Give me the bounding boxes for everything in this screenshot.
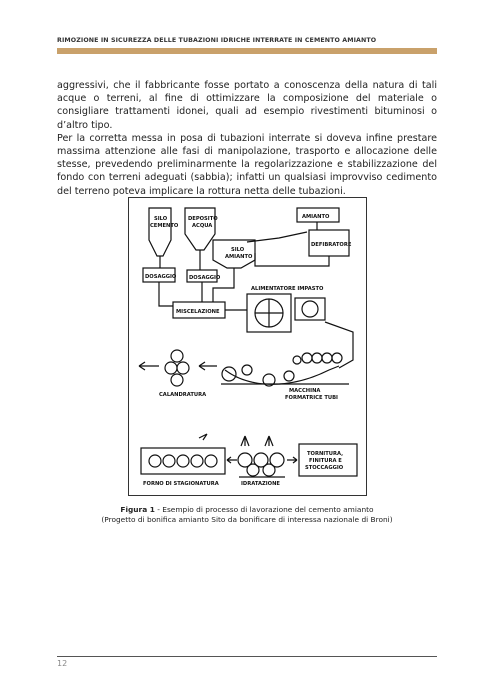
label-macchina-1: MACCHINA [289, 388, 321, 394]
label-idratazione: IDRATAZIONE [241, 481, 280, 487]
paragraph-2: Per la corretta messa in posa di tubazioni interrate si doveva infine prestare massima attenzione alle fasi di manipolazione, trasporto e allocazione delle stesse, prevedendo preliminarmente la regolarizzazione e stabilizzazione del fondo con terreni adeguati (sabbia); infatti un qualsiasi improvviso cedimento del terreno poteva implicare la rottura netta delle tubazioni. [57, 132, 437, 197]
label-dosaggio-1: DOSAGGIO [145, 274, 177, 280]
label-calandratura: CALANDRATURA [159, 392, 207, 398]
arrow-left-2 [199, 362, 217, 370]
label-dosaggio-2: DOSAGGIO [189, 275, 221, 281]
deposito-acqua-shape [185, 208, 215, 250]
running-title: RIMOZIONE IN SICUREZZA DELLE TUBAZIONI IDRICHE INTERRATE IN CEMENTO AMIANTO [57, 37, 377, 44]
caption-text: - Esempio di processo di lavorazione del cemento amianto [154, 505, 374, 514]
label-silo-amianto-1: SILO [231, 247, 245, 253]
caption-label: Figura 1 [120, 505, 155, 514]
paragraph-1: aggressivi, che il fabbricante fosse portato a conoscenza della natura di tali acque o terreni, al fine di ottimizzare la composizione del materiale o consigliare trattamenti idonei, quali ad esempio rivestimenti bituminosi o d’altro tipo. [57, 80, 437, 131]
label-amianto: AMIANTO [302, 214, 330, 220]
label-tornitura-3: STOCCAGGIO [305, 465, 344, 471]
process-diagram-figure [128, 197, 367, 496]
label-silo-cemento-2: CEMENTO [150, 223, 179, 229]
forno-box [141, 448, 225, 474]
label-tornitura-1: TORNITURA, [307, 451, 344, 457]
caption-source: (Progetto di bonifica amianto Sito da bonificare di interessa nazionale di Broni) [101, 515, 393, 524]
page-number: 12 [57, 659, 68, 668]
label-defibratore: DEFIBRATORE [311, 242, 352, 248]
label-miscelazione: MISCELAZIONE [176, 309, 220, 315]
header-accent-rule [57, 48, 437, 54]
label-macchina-2: FORMATRICE TUBI [285, 395, 338, 401]
caption-line-1 [57, 505, 437, 515]
figure-caption [57, 505, 437, 525]
label-tornitura-2: FINITURA E [309, 458, 342, 464]
label-forno: FORNO DI STAGIONATURA [143, 481, 219, 487]
label-silo-cemento-1: SILO [154, 216, 168, 222]
label-silo-amianto-2: AMIANTO [225, 254, 253, 260]
label-deposito-acqua-2: ACQUA [192, 223, 213, 229]
label-alimentatore: ALIMENTATORE IMPASTO [251, 286, 324, 292]
process-diagram [129, 198, 366, 495]
body-text [57, 79, 437, 198]
footer-rule [57, 656, 437, 657]
arrow-left-1 [139, 362, 159, 370]
label-deposito-acqua-1: DEPOSITO [188, 216, 218, 222]
